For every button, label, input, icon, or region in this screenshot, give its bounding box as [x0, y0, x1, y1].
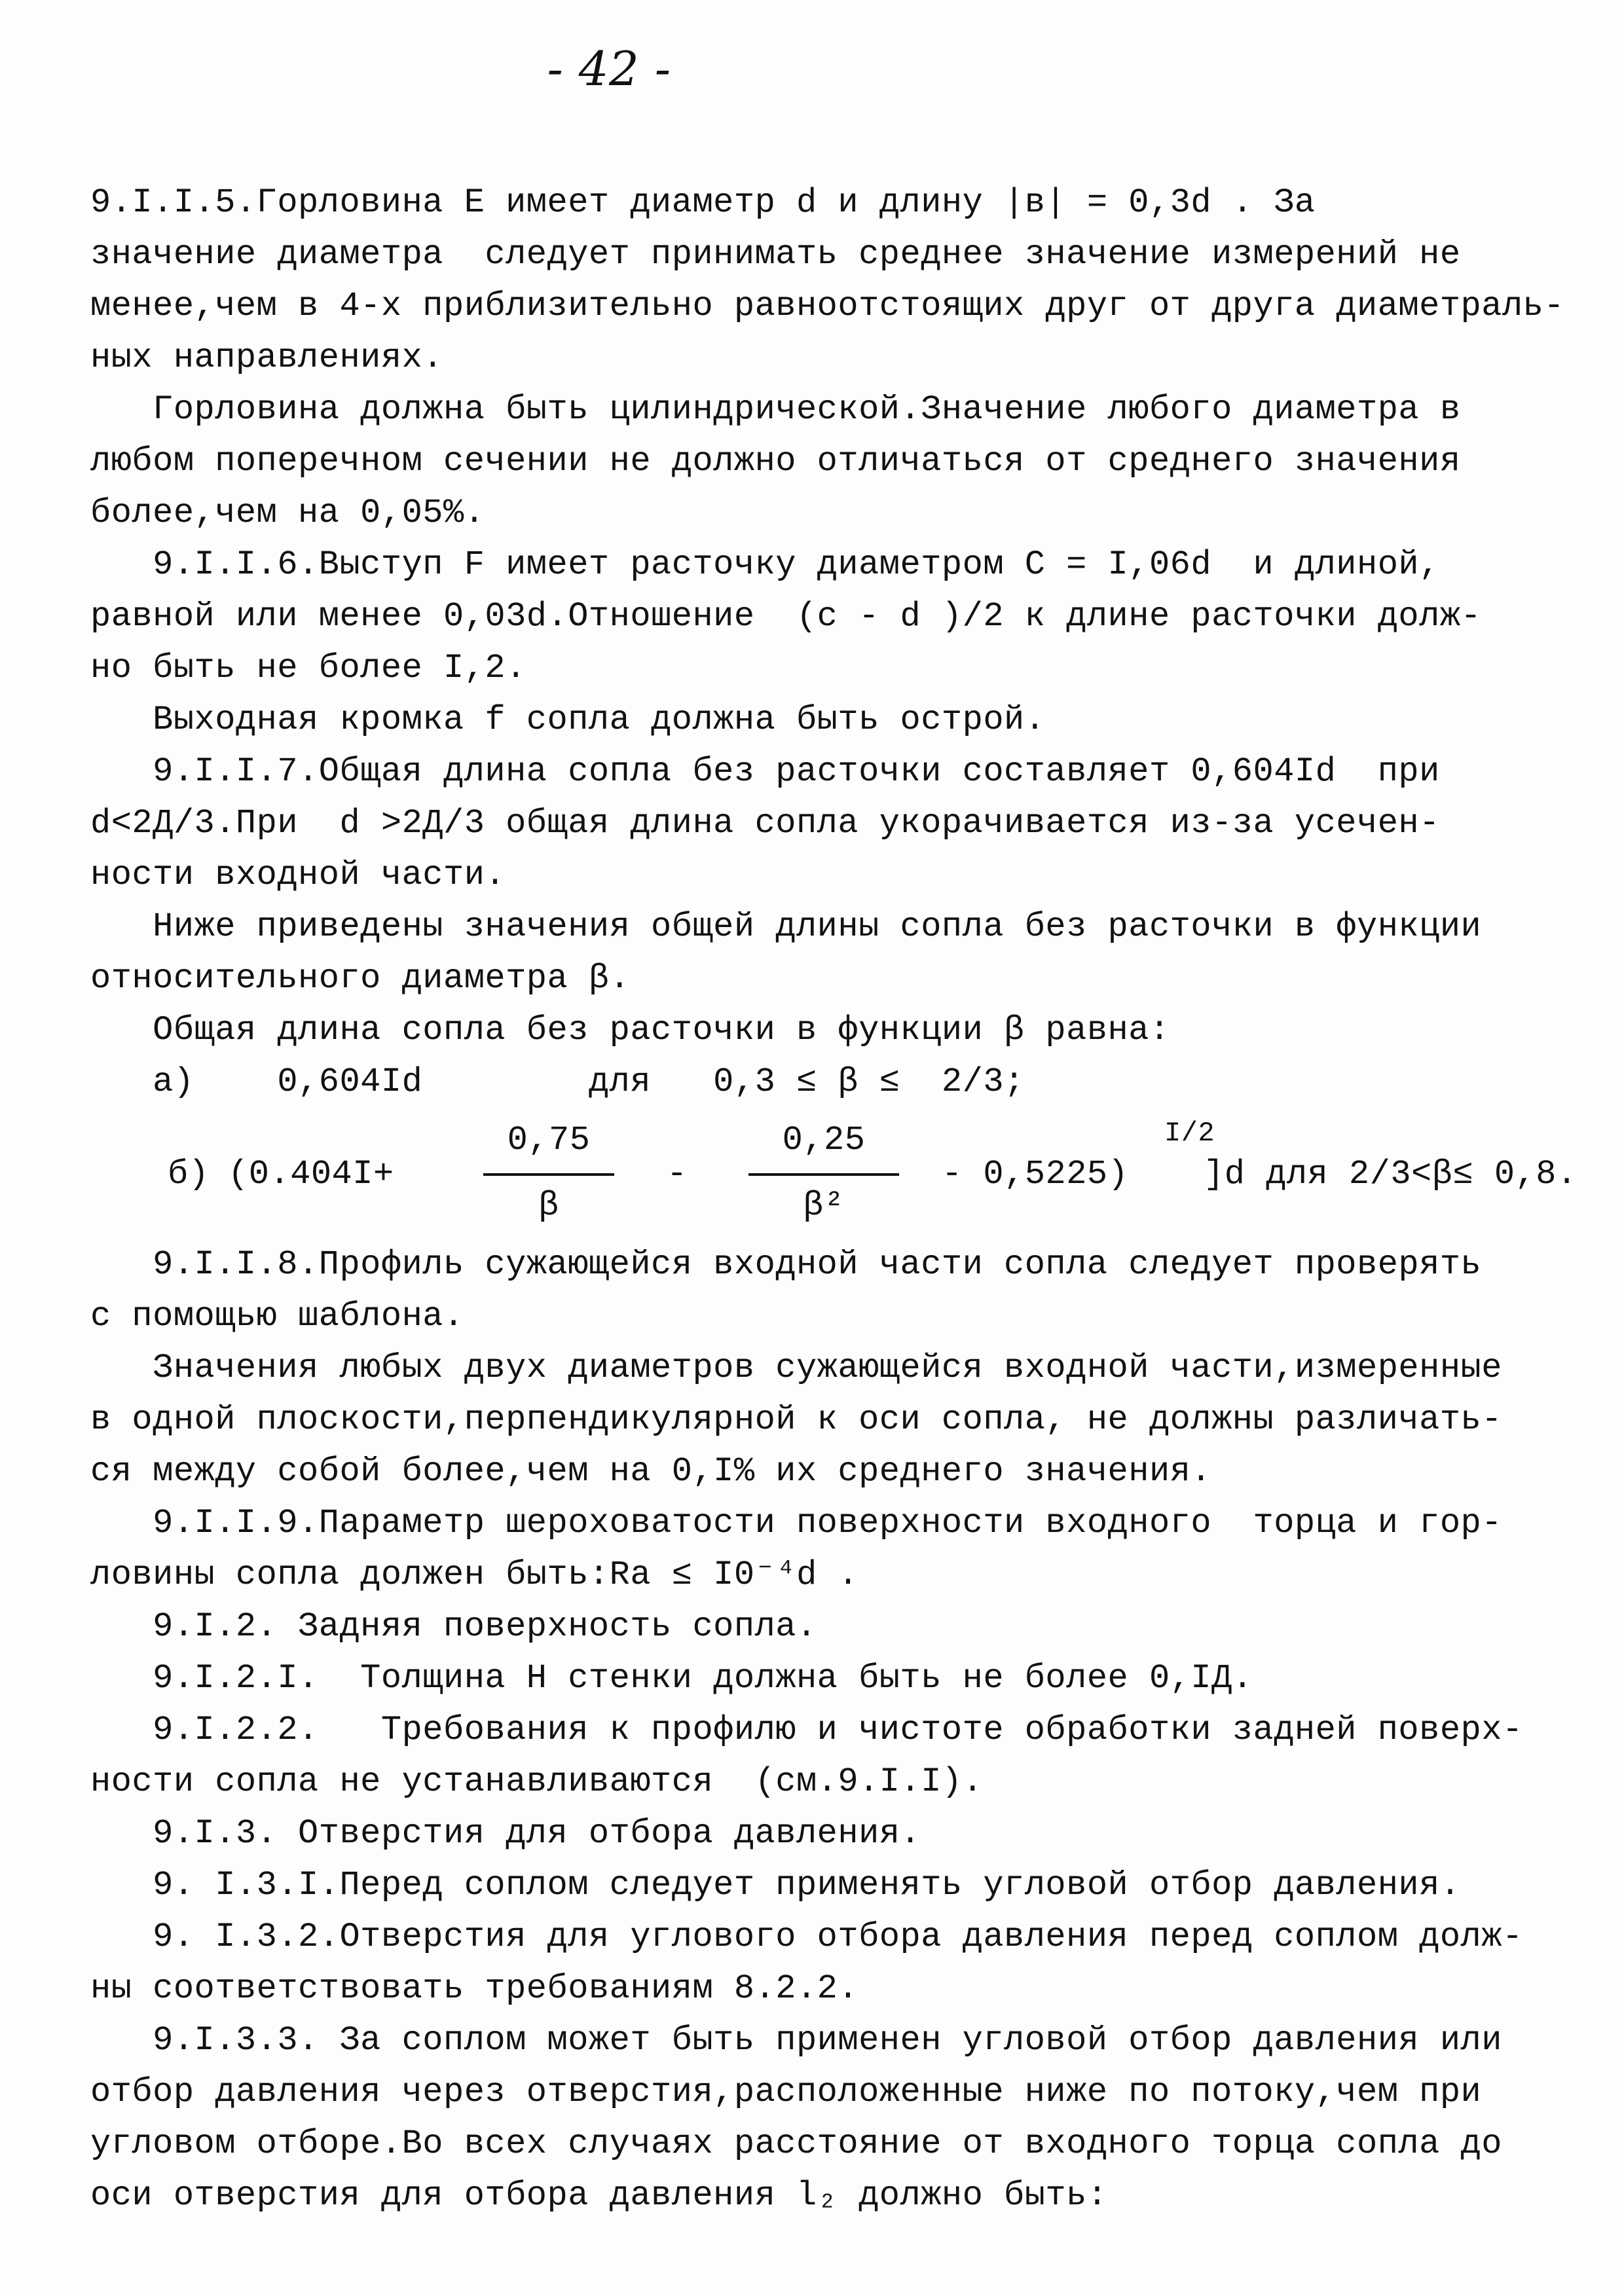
text-line: 9. I.3.2.Отверстия для углового отбора давления перед соплом долж-	[90, 1918, 1523, 1956]
formula-tail: - 0,5225)	[942, 1155, 1129, 1194]
fraction-2-bar	[748, 1173, 899, 1176]
text-line: d<2Д/3.При d >2Д/3 общая длина сопла укорачивается из-за усечен-	[90, 804, 1440, 843]
text-line: 9.I.I.6.Выступ F имеет расточку диаметром C = I,06d и длиной,	[90, 545, 1440, 584]
text-line: Общая длина сопла без расточки в функции β равна:	[90, 1011, 1170, 1049]
text-line: 9. I.3.I.Перед соплом следует применять угловой отбор давления.	[90, 1866, 1461, 1904]
fraction-1-denominator: β	[538, 1186, 559, 1225]
text-block-lower	[90, 1239, 1557, 2221]
text-line: ны соответствовать требованиям 8.2.2.	[90, 1969, 859, 2008]
text-line: 9.I.I.9.Параметр шероховатости поверхности входного торца и гор-	[90, 1504, 1502, 1542]
text-line: 9.I.I.5.Горловина Е имеет диаметр d и длину |в| = 0,3d . За	[90, 183, 1316, 222]
text-line: с помощью шаблона.	[90, 1297, 464, 1336]
text-line: угловом отборе.Во всех случаях расстояние от входного торца сопла до	[90, 2124, 1502, 2163]
text-line: оси отверстия для отбора давления l₂ должно быть:	[90, 2176, 1108, 2215]
fraction-2-numerator: 0,25	[782, 1121, 866, 1159]
fraction-1-numerator: 0,75	[507, 1121, 591, 1159]
text-line: Выходная кромка f сопла должна быть острой.	[90, 701, 1046, 739]
text-line: 9.I.3.3. За соплом может быть применен угловой отбор давления или	[90, 2021, 1502, 2060]
text-block-upper	[90, 177, 1565, 1108]
text-line: 9.I.I.7.Общая длина сопла без расточки составляет 0,604Id при	[90, 752, 1440, 791]
text-line: ности входной части.	[90, 856, 506, 894]
formula-minus: -	[667, 1155, 688, 1194]
text-line: 9.I.2. Задняя поверхность сопла.	[90, 1607, 817, 1646]
text-line: любом поперечном сечении не должно отличаться от среднего значения	[90, 442, 1461, 481]
text-line: ных направлениях.	[90, 338, 443, 377]
text-line: отбор давления через отверстия,расположенные ниже по потоку,чем при	[90, 2073, 1482, 2111]
text-line: 9.I.2.2. Требования к профилю и чистоте обработки задней поверх-	[90, 1711, 1523, 1749]
formula-open: (0.404I+	[228, 1155, 394, 1194]
text-line: значение диаметра следует принимать среднее значение измерений не	[90, 235, 1461, 274]
text-line: в одной плоскости,перпендикулярной к оси сопла, не должны различать-	[90, 1400, 1502, 1439]
text-line: более,чем на 0,05%.	[90, 494, 485, 532]
text-line: а) 0,604Id для 0,3 ≤ β ≤ 2/3;	[90, 1063, 1025, 1101]
text-line: 9.I.I.8.Профиль сужающейся входной части сопла следует проверять	[90, 1245, 1482, 1284]
text-line: ности сопла не устанавливаются (см.9.I.I).	[90, 1762, 984, 1801]
formula-condition: ]d для 2/3<β≤ 0,8.	[1204, 1155, 1578, 1194]
text-line: Ниже приведены значения общей длины сопла без расточки в функции	[90, 907, 1482, 946]
text-line: Горловина должна быть цилиндрической.Значение любого диаметра в	[90, 390, 1461, 429]
text-line: менее,чем в 4-х приблизительно равноотстоящих друг от друга диаметраль-	[90, 287, 1565, 325]
text-line: равной или менее 0,03d.Отношение (с - d )/2 к длине расточки долж-	[90, 597, 1482, 636]
text-line: относительного диаметра β.	[90, 959, 631, 998]
text-line: Значения любых двух диаметров сужающейся входной части,измеренные	[90, 1349, 1502, 1387]
body-text	[90, 177, 1578, 2221]
formula-b	[90, 1108, 1578, 1239]
fraction-2-denominator: β²	[803, 1186, 845, 1225]
text-line: ловины сопла должен быть:Ra ≤ I0⁻⁴d .	[90, 1556, 859, 1594]
formula-exponent: I/2	[1164, 1118, 1215, 1149]
text-line: ся между собой более,чем на 0,I% их среднего значения.	[90, 1452, 1212, 1491]
text-line: но быть не более I,2.	[90, 649, 526, 687]
text-line: 9.I.3. Отверстия для отбора давления.	[90, 1814, 921, 1853]
page-number: - 42 -	[547, 41, 671, 96]
fraction-1-bar	[483, 1173, 614, 1176]
formula-label: б)	[168, 1155, 210, 1194]
text-line: 9.I.2.I. Толщина H стенки должна быть не более 0,IД.	[90, 1659, 1253, 1698]
